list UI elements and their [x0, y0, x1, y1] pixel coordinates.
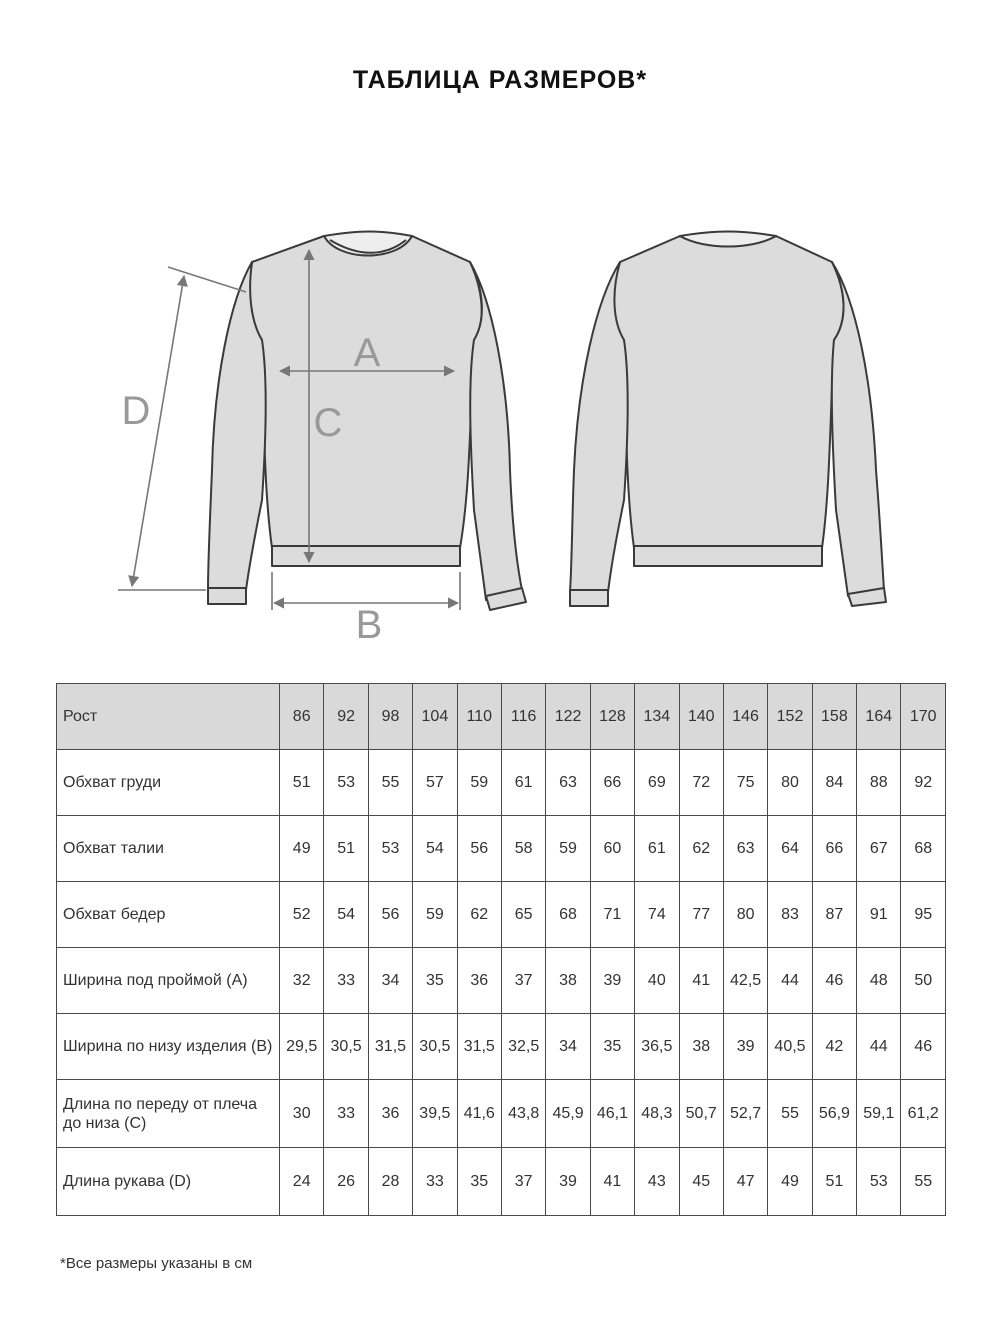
height-cell: 128	[590, 684, 634, 750]
value-cell: 43	[635, 1148, 679, 1216]
height-cell: 140	[679, 684, 723, 750]
label-a: A	[353, 331, 381, 375]
value-cell: 46,1	[590, 1080, 634, 1148]
value-cell: 54	[413, 816, 457, 882]
value-cell: 49	[768, 1148, 812, 1216]
sweater-front	[208, 232, 526, 611]
row-label: Ширина по низу изделия (B)	[57, 1014, 280, 1080]
value-cell: 53	[857, 1148, 901, 1216]
value-cell: 83	[768, 882, 812, 948]
value-cell: 51	[324, 816, 368, 882]
value-cell: 35	[590, 1014, 634, 1080]
value-cell: 40,5	[768, 1014, 812, 1080]
value-cell: 40	[635, 948, 679, 1014]
table-row	[57, 816, 946, 882]
value-cell: 77	[679, 882, 723, 948]
sweater-front-body	[250, 236, 482, 548]
value-cell: 59,1	[857, 1080, 901, 1148]
value-cell: 52,7	[723, 1080, 767, 1148]
value-cell: 91	[857, 882, 901, 948]
value-cell: 59	[413, 882, 457, 948]
row-label: Ширина под проймой (A)	[57, 948, 280, 1014]
value-cell: 63	[723, 816, 767, 882]
value-cell: 50,7	[679, 1080, 723, 1148]
value-cell: 64	[768, 816, 812, 882]
value-cell: 30	[280, 1080, 324, 1148]
height-cell: 146	[723, 684, 767, 750]
sweater-front-hem	[272, 546, 460, 566]
height-cell: 86	[280, 684, 324, 750]
height-cell: 158	[812, 684, 856, 750]
sweater-back-cuff-left	[570, 590, 608, 606]
sweater-back-body	[613, 236, 844, 548]
value-cell: 35	[457, 1148, 501, 1216]
value-cell: 69	[635, 750, 679, 816]
table-row	[57, 1148, 946, 1216]
value-cell: 38	[546, 948, 590, 1014]
value-cell: 53	[324, 750, 368, 816]
value-cell: 55	[901, 1148, 946, 1216]
value-cell: 31,5	[457, 1014, 501, 1080]
value-cell: 48	[857, 948, 901, 1014]
value-cell: 53	[368, 816, 412, 882]
value-cell: 48,3	[635, 1080, 679, 1148]
value-cell: 29,5	[280, 1014, 324, 1080]
row-label: Обхват груди	[57, 750, 280, 816]
value-cell: 33	[324, 948, 368, 1014]
value-cell: 61,2	[901, 1080, 946, 1148]
value-cell: 56	[457, 816, 501, 882]
value-cell: 75	[723, 750, 767, 816]
sweater-back	[570, 232, 886, 607]
value-cell: 68	[901, 816, 946, 882]
value-cell: 41	[590, 1148, 634, 1216]
value-cell: 61	[501, 750, 545, 816]
row-label: Обхват талии	[57, 816, 280, 882]
page-title: ТАБЛИЦА РАЗМЕРОВ*	[352, 66, 648, 94]
footnote: *Все размеры указаны в см	[60, 1255, 253, 1272]
value-cell: 65	[501, 882, 545, 948]
value-cell: 34	[546, 1014, 590, 1080]
table-row	[57, 1080, 946, 1148]
value-cell: 43,8	[501, 1080, 545, 1148]
value-cell: 60	[590, 816, 634, 882]
label-d: D	[121, 389, 151, 433]
value-cell: 46	[812, 948, 856, 1014]
value-cell: 31,5	[368, 1014, 412, 1080]
value-cell: 32	[280, 948, 324, 1014]
value-cell: 24	[280, 1148, 324, 1216]
value-cell: 55	[368, 750, 412, 816]
height-cell: 92	[324, 684, 368, 750]
value-cell: 33	[324, 1080, 368, 1148]
height-cell: 170	[901, 684, 946, 750]
value-cell: 46	[901, 1014, 946, 1080]
row-label: Обхват бедер	[57, 882, 280, 948]
table-row	[57, 882, 946, 948]
height-cell: 152	[768, 684, 812, 750]
value-cell: 44	[768, 948, 812, 1014]
height-cell: 116	[501, 684, 545, 750]
table-header-row	[57, 684, 946, 750]
value-cell: 28	[368, 1148, 412, 1216]
table-row	[57, 750, 946, 816]
value-cell: 62	[457, 882, 501, 948]
row-label: Длина рукава (D)	[57, 1148, 280, 1216]
height-cell: 122	[546, 684, 590, 750]
value-cell: 36,5	[635, 1014, 679, 1080]
value-cell: 39,5	[413, 1080, 457, 1148]
value-cell: 95	[901, 882, 946, 948]
value-cell: 57	[413, 750, 457, 816]
height-cell: 134	[635, 684, 679, 750]
value-cell: 66	[590, 750, 634, 816]
table-row	[57, 1014, 946, 1080]
value-cell: 41	[679, 948, 723, 1014]
value-cell: 44	[857, 1014, 901, 1080]
value-cell: 36	[457, 948, 501, 1014]
sweater-diagram	[0, 0, 1000, 660]
value-cell: 62	[679, 816, 723, 882]
value-cell: 74	[635, 882, 679, 948]
value-cell: 87	[812, 882, 856, 948]
value-cell: 39	[723, 1014, 767, 1080]
label-c: C	[313, 401, 343, 445]
value-cell: 72	[679, 750, 723, 816]
value-cell: 52	[280, 882, 324, 948]
value-cell: 92	[901, 750, 946, 816]
value-cell: 41,6	[457, 1080, 501, 1148]
value-cell: 42	[812, 1014, 856, 1080]
value-cell: 49	[280, 816, 324, 882]
value-cell: 30,5	[413, 1014, 457, 1080]
value-cell: 80	[768, 750, 812, 816]
value-cell: 54	[324, 882, 368, 948]
value-cell: 55	[768, 1080, 812, 1148]
table-row	[57, 948, 946, 1014]
value-cell: 59	[457, 750, 501, 816]
value-cell: 68	[546, 882, 590, 948]
value-cell: 80	[723, 882, 767, 948]
value-cell: 50	[901, 948, 946, 1014]
value-cell: 47	[723, 1148, 767, 1216]
label-b: B	[355, 603, 383, 647]
value-cell: 56	[368, 882, 412, 948]
value-cell: 26	[324, 1148, 368, 1216]
value-cell: 38	[679, 1014, 723, 1080]
value-cell: 71	[590, 882, 634, 948]
value-cell: 88	[857, 750, 901, 816]
height-cell: 98	[368, 684, 412, 750]
value-cell: 66	[812, 816, 856, 882]
value-cell: 30,5	[324, 1014, 368, 1080]
value-cell: 58	[501, 816, 545, 882]
value-cell: 42,5	[723, 948, 767, 1014]
value-cell: 34	[368, 948, 412, 1014]
value-cell: 45	[679, 1148, 723, 1216]
value-cell: 33	[413, 1148, 457, 1216]
header-label: Рост	[57, 684, 280, 750]
value-cell: 32,5	[501, 1014, 545, 1080]
sweater-front-cuff-left	[208, 588, 246, 604]
value-cell: 51	[812, 1148, 856, 1216]
value-cell: 59	[546, 816, 590, 882]
value-cell: 51	[280, 750, 324, 816]
value-cell: 37	[501, 948, 545, 1014]
value-cell: 61	[635, 816, 679, 882]
value-cell: 37	[501, 1148, 545, 1216]
value-cell: 67	[857, 816, 901, 882]
value-cell: 63	[546, 750, 590, 816]
size-table	[56, 683, 946, 1216]
value-cell: 36	[368, 1080, 412, 1148]
value-cell: 35	[413, 948, 457, 1014]
value-cell: 84	[812, 750, 856, 816]
value-cell: 39	[590, 948, 634, 1014]
value-cell: 56,9	[812, 1080, 856, 1148]
row-label: Длина по переду от плеча до низа (C)	[57, 1080, 280, 1148]
sweater-back-hem	[634, 546, 822, 566]
height-cell: 104	[413, 684, 457, 750]
height-cell: 164	[857, 684, 901, 750]
height-cell: 110	[457, 684, 501, 750]
value-cell: 45,9	[546, 1080, 590, 1148]
value-cell: 39	[546, 1148, 590, 1216]
